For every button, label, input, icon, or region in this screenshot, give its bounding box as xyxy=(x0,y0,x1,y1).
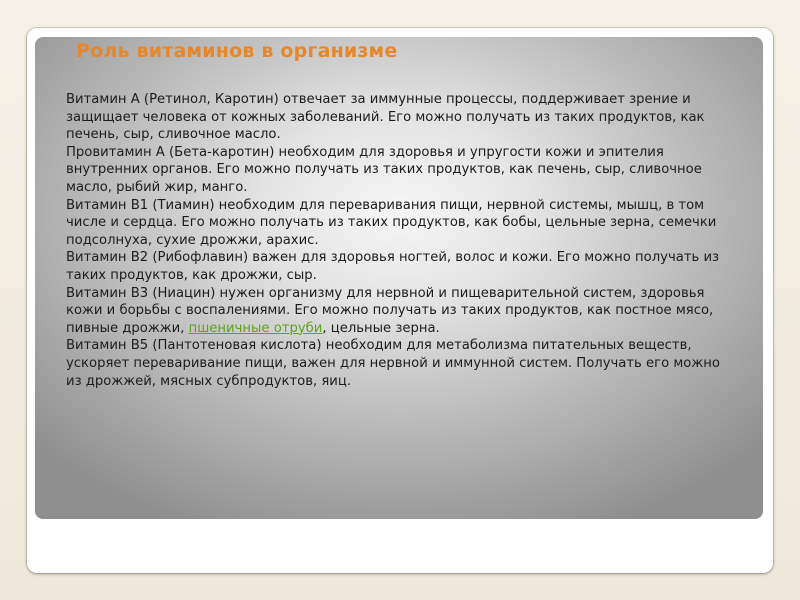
vitamin-b3-text-end: , цельные зерна. xyxy=(322,320,440,336)
wheat-bran-link[interactable]: пшеничные отруби xyxy=(188,320,323,336)
slide-body-text xyxy=(66,91,736,390)
vitamin-b3-paragraph xyxy=(66,285,736,338)
provitamin-a-paragraph: Провитамин А (Бета-каротин) необходим для здоровья и упругости кожи и эпителия внутренних органов. Его можно получать из таких продуктов, как печень, сыр, сливочное масло, рыбий жир, манго. xyxy=(66,144,702,195)
vitamin-b1-paragraph: Витамин В1 (Тиамин) необходим для переваривания пищи, нервной системы, мышц, в том числе и сердца. Его можно получать из таких продуктов, как бобы, цельные зерна, семечки подсолнуха, сухие дрожжи, арахис. xyxy=(66,197,717,248)
vitamin-a-paragraph: Витамин А (Ретинол, Каротин) отвечает за иммунные процессы, поддерживает зрение и защищает человека от кожных заболеваний. Его можно получать из таких продуктов, как печень, сыр, сливочное масло. xyxy=(66,92,705,143)
vitamin-b5-paragraph: Витамин В5 (Пантотеновая кислота) необходим для метаболизма питательных веществ, ускоряет переваривание пищи, важен для нервной и иммунной систем. Получать его можно из дрожжей, мясных субпродуктов, яиц. xyxy=(66,338,720,389)
slide-content-panel xyxy=(35,37,763,519)
slide-frame xyxy=(27,28,773,573)
vitamin-b2-paragraph: Витамин В2 (Рибофлавин) важен для здоровья ногтей, волос и кожи. Его можно получать из таких продуктов, как дрожжи, сыр. xyxy=(66,250,720,283)
vitamin-b3-text: Витамин В3 (Ниацин) нужен организму для нервной и пищеварительной систем, здоровья кожи и борьбы с воспалениями. Его можно получать из таких продуктов, как постное мясо, пивные дрожжи, xyxy=(66,285,714,336)
slide-title: Роль витаминов в организме xyxy=(76,40,398,62)
